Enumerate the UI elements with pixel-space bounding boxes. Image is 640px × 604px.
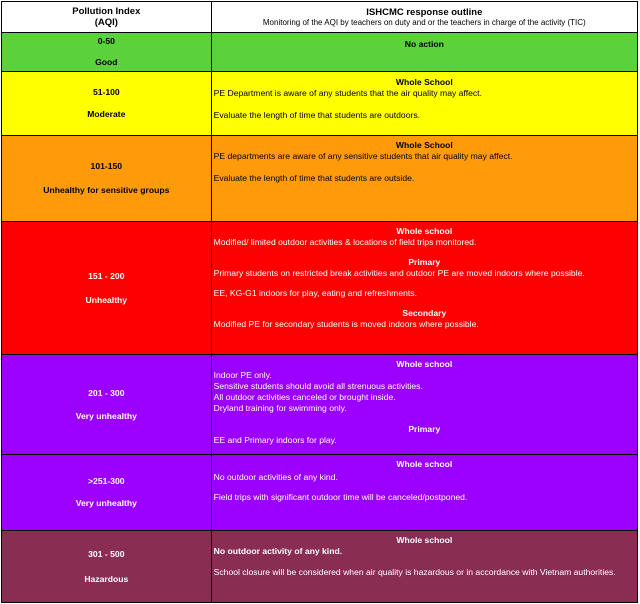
aqi-index-cell [2, 136, 212, 222]
response-line: Modified/ limited outdoor activities & locations of field trips monitored. [213, 237, 477, 247]
response-outline-subtitle: Monitoring of the AQI by teachers on duty and or the teachers in charge of the activity (TIC) [262, 17, 586, 27]
aqi-response-cell [211, 136, 637, 222]
response-heading: Primary [408, 424, 441, 434]
response-heading: Whole School [395, 77, 453, 87]
aqi-response-table [1, 1, 638, 603]
aqi-range: 301 - 500 [88, 548, 125, 559]
aqi-range: 0-50 [97, 36, 115, 46]
header-row [2, 2, 638, 33]
response-heading: Whole school [396, 359, 453, 369]
response-line: Field trips with significant outdoor time will be canceled/postponed. [213, 492, 468, 502]
aqi-category: Unhealthy [85, 294, 128, 305]
pollution-index-header [2, 2, 212, 33]
response-heading: Secondary [402, 308, 447, 318]
aqi-row-good [2, 33, 638, 72]
response-outline-header [211, 2, 637, 33]
pollution-index-header-line1: Pollution Index [72, 6, 141, 17]
response-line: No outdoor activity of any kind. [213, 546, 343, 556]
aqi-index-cell [2, 33, 212, 72]
aqi-index-cell [2, 355, 212, 455]
response-line: EE and Primary indoors for play. [213, 435, 337, 445]
response-line: Indoor PE only. [213, 370, 272, 380]
aqi-range: 201 - 300 [88, 387, 125, 398]
aqi-range: 101-150 [90, 161, 123, 171]
response-line: Primary students on restricted break activities and outdoor PE are moved indoors where possible. [213, 268, 585, 278]
aqi-category: Very unhealthy [75, 410, 137, 421]
aqi-response-cell [211, 355, 637, 455]
response-line: EE, KG-G1 indoors for play, eating and refreshments. [213, 288, 417, 298]
response-heading: Whole school [396, 226, 453, 236]
response-heading: Whole school [396, 535, 453, 545]
response-line: Evaluate the length of time that students are outside. [213, 173, 415, 183]
response-line: Dryland training for swimming only. [213, 403, 347, 413]
response-line: PE departments are aware of any sensitive students that air quality may affect. [213, 151, 513, 161]
aqi-index-cell [2, 72, 212, 136]
aqi-range: 151 - 200 [88, 270, 125, 281]
aqi-response-cell [211, 72, 637, 136]
aqi-index-cell [2, 222, 212, 355]
response-line: No outdoor activities of any kind. [213, 472, 338, 482]
aqi-row-unhealthy-sensitive [2, 136, 638, 222]
aqi-row-hazardous [2, 531, 638, 603]
aqi-row-moderate [2, 72, 638, 136]
aqi-response-cell [211, 531, 637, 603]
aqi-category: Unhealthy for sensitive groups [43, 185, 170, 195]
aqi-category: Good [95, 57, 118, 67]
response-line: Sensitive students should avoid all strenuous activities. [213, 381, 423, 391]
response-heading: No action [404, 39, 444, 49]
aqi-row-very-unhealthy-2 [2, 455, 638, 531]
aqi-row-very-unhealthy [2, 355, 638, 455]
aqi-range: >251-300 [88, 476, 125, 486]
response-outline-title: ISHCMC response outline [366, 6, 483, 18]
response-heading: Whole School [395, 140, 453, 150]
response-heading: Whole school [396, 459, 453, 469]
response-heading: Primary [408, 257, 441, 267]
response-line: Modified PE for secondary students is moved indoors where possible. [213, 319, 479, 329]
aqi-category: Moderate [87, 109, 126, 119]
response-line: Evaluate the length of time that students are outdoors. [213, 110, 421, 120]
pollution-index-header-line2: (AQI) [94, 17, 118, 28]
aqi-index-cell [2, 531, 212, 603]
response-line: PE Department is aware of any students that the air quality may affect. [213, 88, 482, 98]
aqi-row-unhealthy [2, 222, 638, 355]
aqi-response-cell [211, 33, 637, 72]
response-line: All outdoor activities canceled or brought inside. [213, 392, 396, 402]
aqi-response-cell [211, 222, 637, 355]
response-line: School closure will be considered when air quality is hazardous or in accordance with Vietnam authorities. [213, 567, 616, 577]
aqi-response-cell [211, 455, 637, 531]
aqi-index-cell [2, 455, 212, 531]
aqi-category: Hazardous [84, 573, 129, 584]
aqi-range: 51-100 [92, 87, 120, 97]
aqi-category: Very unhealthy [75, 498, 137, 508]
